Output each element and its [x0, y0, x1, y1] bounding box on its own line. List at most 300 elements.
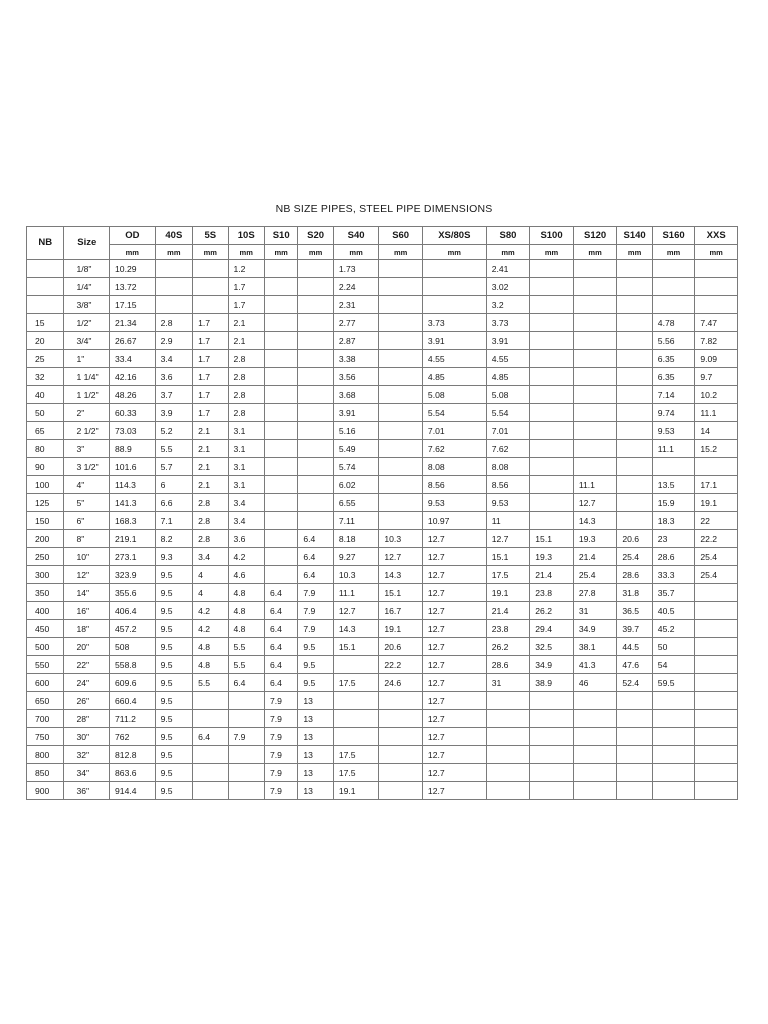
table-cell: 9.09	[695, 350, 738, 368]
table-cell: 5.54	[486, 404, 530, 422]
unit-label: mm	[228, 245, 264, 260]
nb-cell: 25	[27, 350, 64, 368]
table-cell	[379, 314, 423, 332]
table-row	[27, 368, 738, 386]
size-cell: 3/8"	[64, 296, 110, 314]
table-cell	[530, 386, 574, 404]
nb-cell	[27, 260, 64, 278]
size-cell: 6"	[64, 512, 110, 530]
table-cell: 35.7	[652, 584, 695, 602]
table-cell: 9.5	[155, 764, 192, 782]
table-cell: 6.4	[298, 566, 333, 584]
table-cell: 8.56	[486, 476, 530, 494]
table-cell: 13	[298, 746, 333, 764]
table-cell: 3.2	[486, 296, 530, 314]
nb-cell: 600	[27, 674, 64, 692]
unit-label: mm	[695, 245, 738, 260]
column-header: S120	[573, 227, 617, 245]
table-cell: 2.8	[228, 386, 264, 404]
table-cell	[228, 782, 264, 800]
table-cell	[617, 296, 652, 314]
size-cell: 36"	[64, 782, 110, 800]
table-cell: 7.9	[264, 728, 297, 746]
table-cell: 44.5	[617, 638, 652, 656]
table-cell: 3.1	[228, 422, 264, 440]
table-cell: 32.5	[530, 638, 574, 656]
table-cell: 59.5	[652, 674, 695, 692]
table-cell	[617, 404, 652, 422]
table-cell	[298, 458, 333, 476]
table-cell: 33.3	[652, 566, 695, 584]
table-cell: 5.5	[155, 440, 192, 458]
table-cell: 2.1	[228, 314, 264, 332]
table-cell: 3.6	[155, 368, 192, 386]
table-cell	[228, 692, 264, 710]
table-row	[27, 404, 738, 422]
table-cell	[573, 458, 617, 476]
table-cell	[264, 314, 297, 332]
nb-cell: 200	[27, 530, 64, 548]
table-cell	[264, 368, 297, 386]
table-cell: 17.5	[486, 566, 530, 584]
table-cell	[530, 350, 574, 368]
table-cell: 3.6	[228, 530, 264, 548]
table-cell	[695, 602, 738, 620]
nb-cell: 300	[27, 566, 64, 584]
table-cell	[530, 782, 574, 800]
table-row	[27, 764, 738, 782]
table-cell: 101.6	[110, 458, 156, 476]
table-cell: 12.7	[379, 548, 423, 566]
table-row	[27, 674, 738, 692]
nb-cell: 250	[27, 548, 64, 566]
size-cell: 24"	[64, 674, 110, 692]
table-cell	[422, 296, 486, 314]
table-cell: 16.7	[379, 602, 423, 620]
table-cell: 4.2	[193, 620, 228, 638]
size-cell: 14"	[64, 584, 110, 602]
table-cell: 6.4	[264, 602, 297, 620]
table-cell: 1.7	[228, 296, 264, 314]
table-cell	[264, 278, 297, 296]
size-cell: 1/4"	[64, 278, 110, 296]
unit-label: mm	[110, 245, 156, 260]
table-cell: 12.7	[422, 620, 486, 638]
size-cell: 30"	[64, 728, 110, 746]
table-cell: 8.18	[333, 530, 379, 548]
table-cell: 3.73	[486, 314, 530, 332]
table-cell	[333, 728, 379, 746]
table-cell	[573, 764, 617, 782]
table-cell: 9.5	[155, 782, 192, 800]
table-cell	[379, 746, 423, 764]
table-cell: 13.72	[110, 278, 156, 296]
table-cell	[486, 728, 530, 746]
table-cell: 27.8	[573, 584, 617, 602]
table-cell: 23.8	[530, 584, 574, 602]
table-cell: 13	[298, 692, 333, 710]
table-cell: 5.49	[333, 440, 379, 458]
table-cell: 4.55	[422, 350, 486, 368]
table-row	[27, 278, 738, 296]
table-cell: 2.1	[193, 476, 228, 494]
table-cell	[228, 710, 264, 728]
table-cell: 14.3	[379, 566, 423, 584]
table-cell	[228, 764, 264, 782]
table-cell	[264, 548, 297, 566]
table-cell: 7.9	[264, 746, 297, 764]
column-header: OD	[110, 227, 156, 245]
table-cell: 7.62	[422, 440, 486, 458]
table-cell	[298, 422, 333, 440]
size-cell: 34"	[64, 764, 110, 782]
table-cell: 40.5	[652, 602, 695, 620]
table-cell: 2.31	[333, 296, 379, 314]
table-cell: 7.62	[486, 440, 530, 458]
table-cell: 11.1	[333, 584, 379, 602]
table-cell	[652, 746, 695, 764]
table-cell: 6.55	[333, 494, 379, 512]
nb-cell: 90	[27, 458, 64, 476]
table-cell: 10.3	[379, 530, 423, 548]
table-cell	[573, 692, 617, 710]
table-cell: 34.9	[573, 620, 617, 638]
table-row	[27, 530, 738, 548]
table-cell: 7.82	[695, 332, 738, 350]
table-cell: 5.7	[155, 458, 192, 476]
table-cell	[617, 782, 652, 800]
table-row	[27, 584, 738, 602]
table-cell	[573, 368, 617, 386]
table-cell: 4.8	[193, 656, 228, 674]
table-cell: 3.1	[228, 458, 264, 476]
table-cell: 8.2	[155, 530, 192, 548]
nb-cell: 40	[27, 386, 64, 404]
unit-label: mm	[530, 245, 574, 260]
table-cell: 2.41	[486, 260, 530, 278]
table-cell: 9.27	[333, 548, 379, 566]
table-cell	[695, 674, 738, 692]
table-cell	[155, 296, 192, 314]
table-cell: 26.67	[110, 332, 156, 350]
table-cell	[298, 278, 333, 296]
table-cell: 21.4	[573, 548, 617, 566]
table-cell: 7.9	[264, 710, 297, 728]
table-cell	[573, 404, 617, 422]
table-cell: 9.3	[155, 548, 192, 566]
nb-cell: 15	[27, 314, 64, 332]
table-row	[27, 386, 738, 404]
nb-cell: 50	[27, 404, 64, 422]
nb-cell: 800	[27, 746, 64, 764]
table-cell	[155, 260, 192, 278]
table-cell: 12.7	[486, 530, 530, 548]
table-cell: 2.1	[193, 440, 228, 458]
header-row	[27, 227, 738, 245]
table-cell	[695, 656, 738, 674]
table-cell	[379, 296, 423, 314]
table-cell: 6.35	[652, 350, 695, 368]
table-cell: 46	[573, 674, 617, 692]
table-row	[27, 746, 738, 764]
table-cell	[617, 728, 652, 746]
table-cell: 4.78	[652, 314, 695, 332]
table-cell: 114.3	[110, 476, 156, 494]
table-cell: 10.29	[110, 260, 156, 278]
table-cell: 14.3	[573, 512, 617, 530]
table-cell: 3.38	[333, 350, 379, 368]
table-cell: 5.08	[422, 386, 486, 404]
table-cell	[695, 620, 738, 638]
table-cell: 219.1	[110, 530, 156, 548]
table-cell: 6.02	[333, 476, 379, 494]
table-cell	[193, 782, 228, 800]
table-cell: 4.8	[228, 584, 264, 602]
table-cell	[617, 458, 652, 476]
page-title: NB SIZE PIPES, STEEL PIPE DIMENSIONS	[275, 203, 493, 215]
nb-cell: 550	[27, 656, 64, 674]
nb-cell: 350	[27, 584, 64, 602]
table-cell	[695, 692, 738, 710]
table-cell: 17.5	[333, 674, 379, 692]
table-cell: 20.6	[379, 638, 423, 656]
table-cell: 9.53	[652, 422, 695, 440]
table-cell	[333, 656, 379, 674]
nb-cell	[27, 278, 64, 296]
table-cell	[573, 440, 617, 458]
table-cell: 7.9	[298, 620, 333, 638]
size-cell: 8"	[64, 530, 110, 548]
table-cell: 7.9	[264, 692, 297, 710]
table-cell	[573, 746, 617, 764]
table-cell	[652, 710, 695, 728]
table-cell: 23.8	[486, 620, 530, 638]
table-cell	[617, 512, 652, 530]
table-cell	[530, 296, 574, 314]
table-row	[27, 620, 738, 638]
table-cell: 2.8	[228, 404, 264, 422]
table-cell	[695, 296, 738, 314]
table-row	[27, 332, 738, 350]
table-cell: 23	[652, 530, 695, 548]
table-cell	[379, 350, 423, 368]
table-cell: 7.47	[695, 314, 738, 332]
table-cell: 4.8	[228, 620, 264, 638]
table-cell: 12.7	[422, 764, 486, 782]
table-cell	[573, 422, 617, 440]
table-cell: 19.1	[333, 782, 379, 800]
table-cell: 2.8	[228, 368, 264, 386]
table-cell	[298, 314, 333, 332]
table-row	[27, 458, 738, 476]
size-cell: 32"	[64, 746, 110, 764]
table-cell	[298, 494, 333, 512]
unit-label: mm	[193, 245, 228, 260]
table-cell	[298, 296, 333, 314]
table-cell	[264, 440, 297, 458]
table-row	[27, 656, 738, 674]
column-header: S10	[264, 227, 297, 245]
table-cell: 5.2	[155, 422, 192, 440]
column-header: S100	[530, 227, 574, 245]
table-cell: 33.4	[110, 350, 156, 368]
size-cell: 3 1/2"	[64, 458, 110, 476]
table-cell: 3.68	[333, 386, 379, 404]
table-cell: 1.7	[193, 404, 228, 422]
table-cell: 12.7	[422, 530, 486, 548]
table-cell	[573, 350, 617, 368]
table-cell: 28.6	[486, 656, 530, 674]
table-cell: 5.5	[228, 638, 264, 656]
table-cell: 3.4	[228, 512, 264, 530]
table-cell	[264, 494, 297, 512]
table-cell: 2.8	[193, 512, 228, 530]
size-cell: 1 1/2"	[64, 386, 110, 404]
table-cell: 7.9	[298, 602, 333, 620]
size-cell: 1 1/4"	[64, 368, 110, 386]
nb-cell: 125	[27, 494, 64, 512]
table-cell	[379, 728, 423, 746]
table-row	[27, 296, 738, 314]
size-cell: 10"	[64, 548, 110, 566]
table-cell	[617, 386, 652, 404]
table-row	[27, 638, 738, 656]
table-cell: 3.91	[486, 332, 530, 350]
table-cell	[193, 764, 228, 782]
table-cell: 19.1	[695, 494, 738, 512]
table-cell	[264, 458, 297, 476]
table-cell	[422, 260, 486, 278]
table-cell: 7.9	[228, 728, 264, 746]
table-cell	[695, 458, 738, 476]
table-cell: 13.5	[652, 476, 695, 494]
table-cell: 9.5	[155, 584, 192, 602]
table-cell: 4.85	[422, 368, 486, 386]
table-cell	[422, 278, 486, 296]
table-cell: 9.7	[695, 368, 738, 386]
table-cell: 42.16	[110, 368, 156, 386]
table-cell	[652, 728, 695, 746]
table-cell	[379, 440, 423, 458]
table-cell	[486, 782, 530, 800]
table-cell: 15.9	[652, 494, 695, 512]
table-cell: 711.2	[110, 710, 156, 728]
table-cell: 2.8	[193, 530, 228, 548]
table-cell: 762	[110, 728, 156, 746]
table-cell: 9.5	[155, 746, 192, 764]
table-cell	[379, 422, 423, 440]
table-cell	[298, 476, 333, 494]
table-cell	[573, 782, 617, 800]
table-cell: 20.6	[617, 530, 652, 548]
table-cell	[155, 278, 192, 296]
table-cell: 29.4	[530, 620, 574, 638]
size-cell: 18"	[64, 620, 110, 638]
table-cell: 6.4	[264, 638, 297, 656]
table-body	[27, 260, 738, 800]
table-row	[27, 260, 738, 278]
table-cell: 17.5	[333, 746, 379, 764]
table-cell: 6.4	[298, 530, 333, 548]
nb-cell: 450	[27, 620, 64, 638]
table-cell	[695, 710, 738, 728]
table-cell: 47.6	[617, 656, 652, 674]
table-cell	[530, 260, 574, 278]
table-cell: 323.9	[110, 566, 156, 584]
nb-cell: 150	[27, 512, 64, 530]
table-cell: 52.4	[617, 674, 652, 692]
table-cell	[298, 368, 333, 386]
table-cell	[298, 386, 333, 404]
table-cell	[617, 278, 652, 296]
nb-cell: 65	[27, 422, 64, 440]
unit-label: mm	[333, 245, 379, 260]
nb-cell: 100	[27, 476, 64, 494]
table-cell: 168.3	[110, 512, 156, 530]
nb-cell: 650	[27, 692, 64, 710]
table-cell	[573, 260, 617, 278]
size-cell: 4"	[64, 476, 110, 494]
table-cell: 28.6	[652, 548, 695, 566]
table-cell: 19.1	[486, 584, 530, 602]
table-cell: 2.9	[155, 332, 192, 350]
table-cell: 6	[155, 476, 192, 494]
table-cell: 558.8	[110, 656, 156, 674]
size-cell: 28"	[64, 710, 110, 728]
table-cell	[652, 296, 695, 314]
table-row	[27, 782, 738, 800]
table-cell: 6.4	[264, 656, 297, 674]
table-cell	[573, 710, 617, 728]
table-cell: 14	[695, 422, 738, 440]
table-cell	[695, 728, 738, 746]
table-cell	[617, 440, 652, 458]
table-cell: 28.6	[617, 566, 652, 584]
table-cell: 9.5	[155, 710, 192, 728]
table-cell: 9.53	[422, 494, 486, 512]
table-cell	[193, 296, 228, 314]
table-cell	[379, 782, 423, 800]
table-cell: 13	[298, 710, 333, 728]
table-cell: 13	[298, 764, 333, 782]
table-cell: 25.4	[573, 566, 617, 584]
table-cell: 2.1	[193, 422, 228, 440]
table-cell: 9.5	[155, 674, 192, 692]
size-cell: 5"	[64, 494, 110, 512]
table-cell	[264, 530, 297, 548]
size-cell: 22"	[64, 656, 110, 674]
table-cell: 22.2	[695, 530, 738, 548]
table-row	[27, 494, 738, 512]
table-cell	[617, 314, 652, 332]
table-cell: 3.02	[486, 278, 530, 296]
column-header: Size	[64, 227, 110, 260]
table-cell	[379, 368, 423, 386]
table-cell	[264, 260, 297, 278]
units-row	[27, 245, 738, 260]
table-cell	[617, 710, 652, 728]
table-cell: 41.3	[573, 656, 617, 674]
table-row	[27, 512, 738, 530]
size-cell: 1/2"	[64, 314, 110, 332]
table-cell: 17.5	[333, 764, 379, 782]
table-cell: 1.73	[333, 260, 379, 278]
table-row	[27, 602, 738, 620]
table-cell: 457.2	[110, 620, 156, 638]
table-cell	[193, 710, 228, 728]
column-header: 40S	[155, 227, 192, 245]
table-cell: 3.73	[422, 314, 486, 332]
